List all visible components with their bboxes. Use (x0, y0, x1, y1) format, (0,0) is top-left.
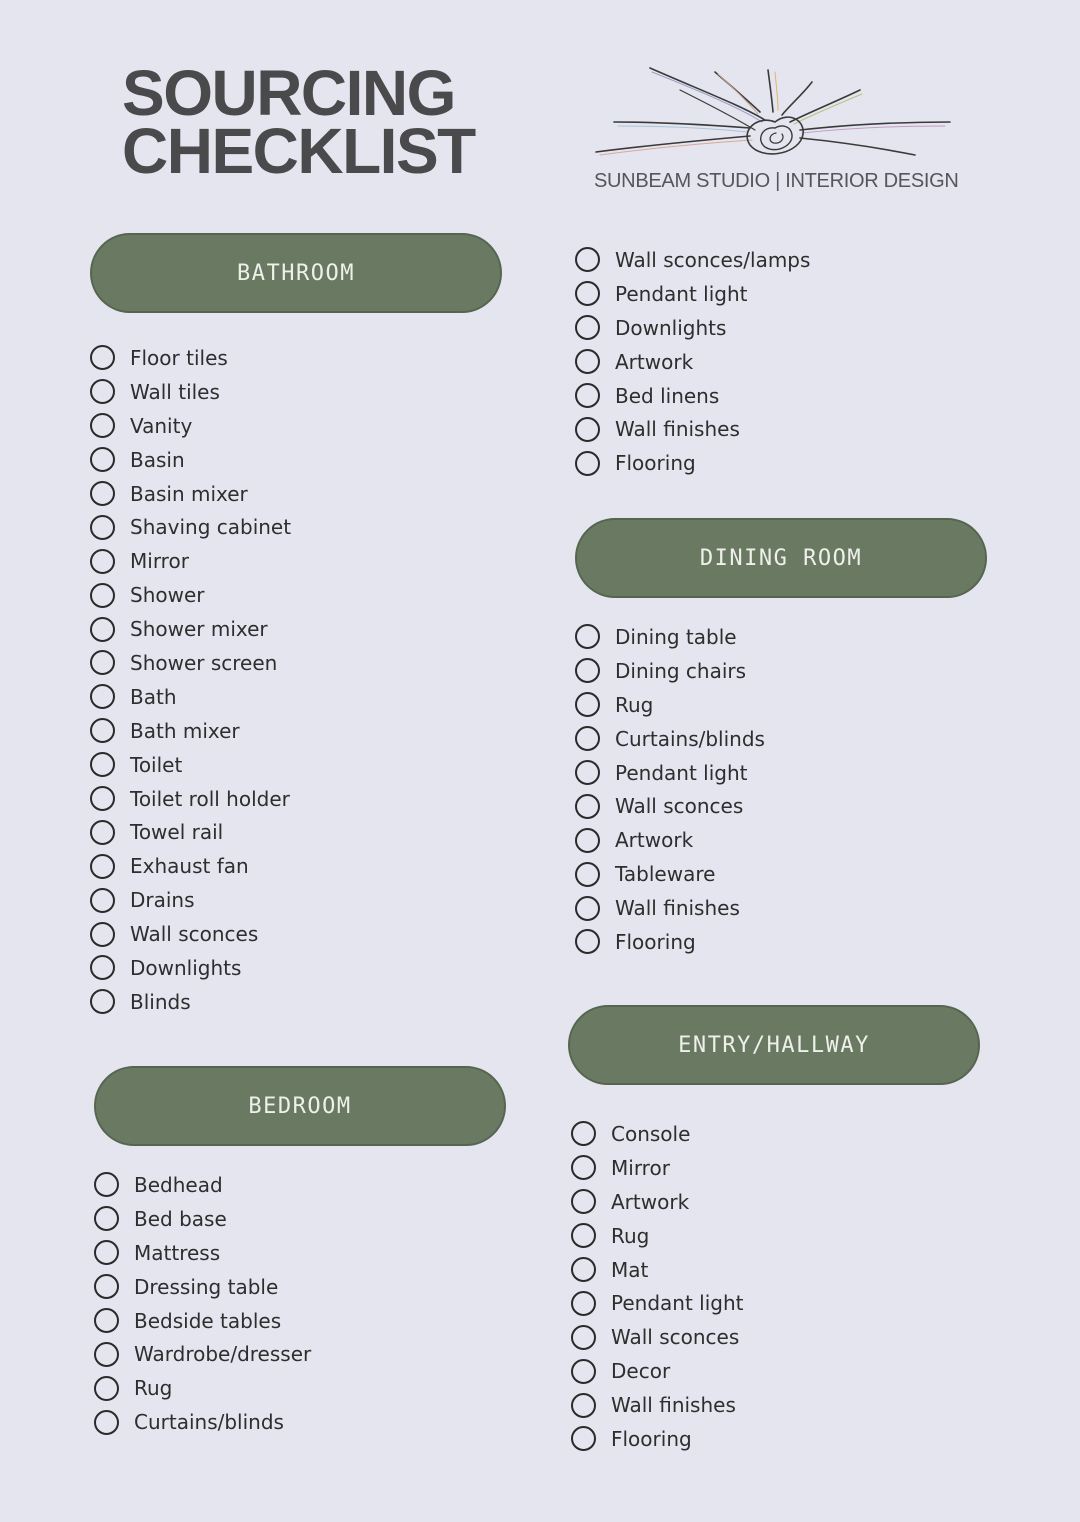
checklist-item-label: Curtains/blinds (134, 1410, 284, 1435)
checklist-item[interactable] (571, 1253, 743, 1287)
checkbox-circle[interactable] (575, 247, 600, 272)
checklist-item-label: Toilet roll holder (130, 786, 290, 811)
entry-hallway-checklist (571, 1117, 743, 1456)
checkbox-circle[interactable] (90, 481, 115, 506)
checkbox-circle[interactable] (94, 1206, 119, 1231)
checkbox-circle[interactable] (571, 1121, 596, 1146)
checkbox-circle[interactable] (571, 1257, 596, 1282)
checklist-item[interactable] (575, 620, 765, 654)
checklist-item[interactable] (575, 823, 765, 857)
checklist-item[interactable] (571, 1151, 743, 1185)
checklist-item[interactable] (90, 782, 291, 816)
checkbox-circle[interactable] (575, 349, 600, 374)
checklist-item-label: Console (611, 1121, 691, 1146)
checklist-item-label: Wall finishes (611, 1393, 736, 1418)
checklist-item-label: Pendant light (615, 760, 748, 785)
checkbox-circle[interactable] (571, 1291, 596, 1316)
checklist-item-label: Artwork (615, 349, 694, 374)
checklist-item-label: Mirror (611, 1155, 670, 1180)
checklist-item[interactable] (575, 722, 765, 756)
checklist-item[interactable] (90, 917, 291, 951)
checklist-item[interactable] (94, 1337, 311, 1371)
checklist-item[interactable] (575, 891, 765, 925)
checklist-item[interactable] (571, 1286, 743, 1320)
section-title: ENTRY/HALLWAY (678, 1032, 870, 1058)
bedroom-checklist-continued (575, 243, 810, 480)
checklist-item[interactable] (90, 646, 291, 680)
checkbox-circle[interactable] (575, 658, 600, 683)
checkbox-circle[interactable] (575, 726, 600, 751)
checklist-item[interactable] (575, 345, 810, 379)
checkbox-circle[interactable] (90, 549, 115, 574)
title-line-1: SOURCING (122, 57, 455, 129)
checklist-item-label: Wall sconces (130, 922, 259, 947)
checklist-item-label: Towel rail (130, 820, 224, 845)
checklist-item-label: Drains (130, 888, 195, 913)
bathroom-checklist (90, 341, 291, 1019)
checklist-item-label: Artwork (615, 828, 694, 853)
checklist-item-label: Basin (130, 447, 185, 472)
checklist-item[interactable] (575, 688, 765, 722)
section-header-bathroom (90, 233, 502, 313)
checklist-item[interactable] (90, 578, 291, 612)
checklist-item-label: Wall sconces/lamps (615, 247, 811, 272)
checklist-item-label: Bath (130, 684, 177, 709)
checklist-item-label: Mat (611, 1257, 649, 1282)
checkbox-circle[interactable] (90, 888, 115, 913)
checklist-item-label: Mirror (130, 549, 189, 574)
checkbox-circle[interactable] (90, 922, 115, 947)
checklist-item-label: Vanity (130, 413, 193, 438)
checklist-item-label: Floor tiles (130, 345, 228, 370)
checkbox-circle[interactable] (571, 1359, 596, 1384)
checklist-item-label: Toilet (130, 752, 183, 777)
checkbox-circle[interactable] (575, 828, 600, 853)
checkbox-circle[interactable] (90, 650, 115, 675)
checkbox-circle[interactable] (575, 794, 600, 819)
section-header-entry-hallway (568, 1005, 980, 1085)
checklist-item[interactable] (90, 612, 291, 646)
checkbox-circle[interactable] (94, 1240, 119, 1265)
checkbox-circle[interactable] (571, 1393, 596, 1418)
checkbox-circle[interactable] (575, 315, 600, 340)
checkbox-circle[interactable] (575, 451, 600, 476)
checklist-item[interactable] (575, 277, 810, 311)
checklist-item[interactable] (575, 857, 765, 891)
checklist-item-label: Wall finishes (615, 896, 740, 921)
checkbox-circle[interactable] (90, 345, 115, 370)
checklist-item-label: Blinds (130, 989, 191, 1014)
checkbox-circle[interactable] (90, 617, 115, 642)
checklist-item-label: Wall tiles (130, 379, 220, 404)
checkbox-circle[interactable] (571, 1189, 596, 1214)
checkbox-circle[interactable] (90, 447, 115, 472)
checklist-item[interactable] (575, 925, 765, 959)
checklist-item-label: Rug (134, 1376, 173, 1401)
checklist-item[interactable] (90, 680, 291, 714)
checklist-item[interactable] (571, 1354, 743, 1388)
checkbox-circle[interactable] (575, 692, 600, 717)
dining-room-checklist (575, 620, 765, 959)
checklist-item-label: Basin mixer (130, 481, 248, 506)
checklist-item[interactable] (90, 544, 291, 578)
checklist-item[interactable] (571, 1117, 743, 1151)
checklist-item[interactable] (90, 443, 291, 477)
checklist-item-label: Downlights (615, 315, 727, 340)
checkbox-circle[interactable] (575, 760, 600, 785)
checklist-item[interactable] (94, 1236, 311, 1270)
checkbox-circle[interactable] (90, 515, 115, 540)
checklist-item[interactable] (90, 477, 291, 511)
checkbox-circle[interactable] (571, 1426, 596, 1451)
checkbox-circle[interactable] (94, 1342, 119, 1367)
checklist-item[interactable] (90, 714, 291, 748)
checklist-item-label: Artwork (611, 1189, 690, 1214)
checklist-item[interactable] (571, 1422, 743, 1456)
checklist-item-label: Bedside tables (134, 1308, 282, 1333)
checklist-item[interactable] (575, 446, 810, 480)
checklist-item[interactable] (90, 985, 291, 1019)
checkbox-circle[interactable] (575, 862, 600, 887)
checkbox-circle[interactable] (575, 624, 600, 649)
checkbox-circle[interactable] (94, 1410, 119, 1435)
checkbox-circle[interactable] (90, 413, 115, 438)
checkbox-circle[interactable] (90, 955, 115, 980)
checkbox-circle[interactable] (94, 1376, 119, 1401)
checkbox-circle[interactable] (90, 718, 115, 743)
checkbox-circle[interactable] (575, 383, 600, 408)
checklist-item-label: Wall sconces (615, 794, 744, 819)
checklist-item[interactable] (90, 748, 291, 782)
checklist-item-label: Tableware (615, 862, 716, 887)
checklist-item[interactable] (575, 756, 765, 790)
sunburst-spiral-icon (590, 60, 960, 165)
checklist-item-label: Flooring (615, 929, 696, 954)
checklist-item-label: Flooring (611, 1426, 692, 1451)
checklist-item[interactable] (94, 1304, 311, 1338)
checkbox-circle[interactable] (94, 1172, 119, 1197)
checklist-item[interactable] (575, 789, 765, 823)
checkbox-circle[interactable] (571, 1155, 596, 1180)
checklist-item[interactable] (571, 1388, 743, 1422)
checkbox-circle[interactable] (90, 854, 115, 879)
checklist-item-label: Rug (611, 1223, 650, 1248)
checklist-item-label: Flooring (615, 451, 696, 476)
checklist-item[interactable] (90, 409, 291, 443)
checklist-item-label: Downlights (130, 955, 242, 980)
checklist-item[interactable] (90, 815, 291, 849)
checklist-item-label: Exhaust fan (130, 854, 249, 879)
checklist-item-label: Shower screen (130, 650, 278, 675)
checkbox-circle[interactable] (90, 820, 115, 845)
checkbox-circle[interactable] (575, 929, 600, 954)
checkbox-circle[interactable] (90, 752, 115, 777)
checklist-item[interactable] (571, 1219, 743, 1253)
section-header-bedroom (94, 1066, 506, 1146)
section-title: BEDROOM (248, 1093, 352, 1119)
checkbox-circle[interactable] (571, 1325, 596, 1350)
section-header-dining-room (575, 518, 987, 598)
checklist-item-label: Shaving cabinet (130, 515, 292, 540)
checklist-item-label: Decor (611, 1359, 671, 1384)
checklist-item[interactable] (94, 1168, 311, 1202)
checklist-item[interactable] (571, 1320, 743, 1354)
checklist-item[interactable] (94, 1405, 311, 1439)
bedroom-checklist (94, 1168, 311, 1439)
checkbox-circle[interactable] (94, 1308, 119, 1333)
title-line-2: CHECKLIST (122, 115, 475, 187)
checklist-item-label: Dining chairs (615, 658, 747, 683)
checkbox-circle[interactable] (571, 1223, 596, 1248)
checklist-item[interactable] (94, 1371, 311, 1405)
checklist-item[interactable] (94, 1202, 311, 1236)
checklist-item-label: Shower mixer (130, 617, 268, 642)
checklist-item[interactable] (575, 243, 810, 277)
checklist-item-label: Dressing table (134, 1274, 279, 1299)
checklist-item[interactable] (90, 510, 291, 544)
studio-logo (590, 60, 960, 200)
checklist-item-label: Bed linens (615, 383, 720, 408)
checklist-item[interactable] (90, 849, 291, 883)
checklist-item-label: Pendant light (615, 281, 748, 306)
checklist-item-label: Wall finishes (615, 417, 740, 442)
checklist-item[interactable] (90, 951, 291, 985)
checklist-item-label: Shower (130, 583, 205, 608)
checklist-item[interactable] (575, 311, 810, 345)
page-title (122, 57, 475, 187)
checkbox-circle[interactable] (575, 896, 600, 921)
checkbox-circle[interactable] (90, 379, 115, 404)
checklist-item[interactable] (575, 412, 810, 446)
checklist-item-label: Rug (615, 692, 654, 717)
section-title: BATHROOM (237, 260, 355, 286)
checkbox-circle[interactable] (90, 989, 115, 1014)
checkbox-circle[interactable] (90, 684, 115, 709)
checklist-item-label: Bed base (134, 1206, 227, 1231)
checklist-item-label: Pendant light (611, 1291, 744, 1316)
checkbox-circle[interactable] (575, 281, 600, 306)
checklist-item[interactable] (571, 1185, 743, 1219)
checklist-item-label: Wall sconces (611, 1325, 740, 1350)
checklist-item[interactable] (575, 379, 810, 413)
checkbox-circle[interactable] (94, 1274, 119, 1299)
checklist-item-label: Bedhead (134, 1172, 223, 1197)
checklist-item[interactable] (90, 375, 291, 409)
checklist-item-label: Curtains/blinds (615, 726, 765, 751)
checklist-item-label: Wardrobe/dresser (134, 1342, 312, 1367)
checklist-item[interactable] (90, 341, 291, 375)
checklist-item[interactable] (575, 654, 765, 688)
section-title: DINING ROOM (699, 545, 863, 571)
checklist-item-label: Mattress (134, 1240, 221, 1265)
studio-name: SUNBEAM STUDIO | INTERIOR DESIGN (594, 170, 959, 192)
checkbox-circle[interactable] (90, 583, 115, 608)
checklist-item[interactable] (94, 1270, 311, 1304)
checklist-item-label: Bath mixer (130, 718, 240, 743)
checklist-item[interactable] (90, 883, 291, 917)
checklist-item-label: Dining table (615, 624, 737, 649)
checkbox-circle[interactable] (90, 786, 115, 811)
checkbox-circle[interactable] (575, 417, 600, 442)
